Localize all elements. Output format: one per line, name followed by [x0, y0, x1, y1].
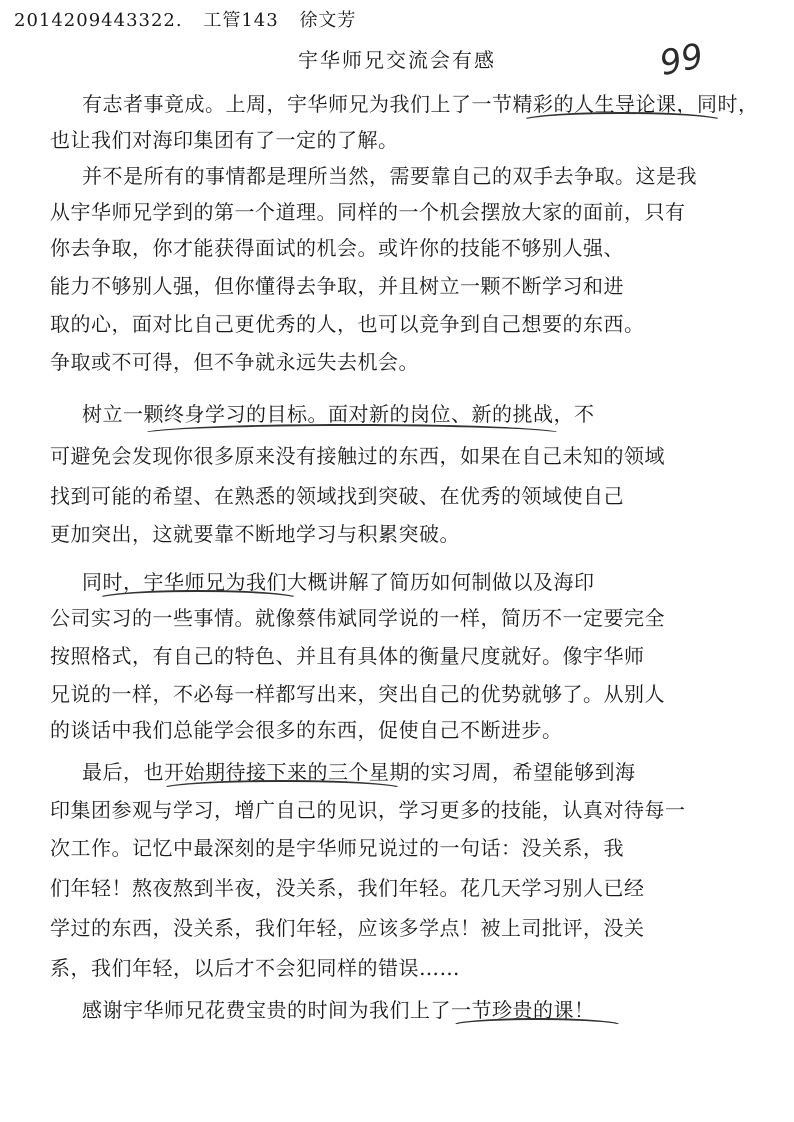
class-name: 工管143 — [203, 10, 279, 31]
essay-line: 从宇华师兄学到的第一个道理。同样的一个机会摆放大家的面前，只有 — [50, 200, 686, 224]
student-name: 徐文芳 — [299, 10, 357, 31]
essay-line: 能力不够别人强，但你懂得去争取，并且树立一颗不断学习和进 — [50, 274, 624, 298]
essay-line: 也让我们对海印集团有了一定的了解。 — [50, 128, 399, 152]
essay-line: 争取或不可得，但不争就永远失去机会。 — [50, 350, 419, 374]
essay-line: 学过的东西，没关系，我们年轻，应该多学点！被上司批评，没关 — [50, 916, 645, 940]
essay-line: 感谢宇华师兄花费宝贵的时间为我们上了一节珍贵的课！ — [82, 998, 595, 1022]
essay-line: 同时，宇华师兄为我们大概讲解了简历如何制做以及海印 — [82, 570, 595, 594]
header-line — [14, 6, 370, 32]
essay-line: 的谈话中我们总能学会很多的东西，促使自己不断进步。 — [50, 718, 563, 742]
essay-line: 印集团参观与学习，增广自己的见识，学习更多的技能，认真对待每一 — [50, 798, 686, 822]
essay-line: 取的心，面对比自己更优秀的人，也可以竞争到自己想要的东西。 — [50, 312, 645, 336]
essay-line: 树立一颗终身学习的目标。面对新的岗位、新的挑战，不 — [82, 402, 595, 426]
essay-line: 按照格式，有自己的特色、并且有具体的衡量尺度就好。像宇华师 — [50, 644, 645, 668]
essay-line: 最后，也开始期待接下来的三个星期的实习周，希望能够到海 — [82, 760, 636, 784]
essay-line: 系，我们年轻，以后才不会犯同样的错误…… — [50, 956, 460, 980]
essay-line: 你去争取，你才能获得面试的机会。或许你的技能不够别人强、 — [50, 236, 624, 260]
essay-line: 有志者事竟成。上周，宇华师兄为我们上了一节精彩的人生导论课，同时， — [82, 92, 759, 116]
essay-line: 可避免会发现你很多原来没有接触过的东西，如果在自己未知的领域 — [50, 444, 665, 468]
essay-line: 找到可能的希望、在熟悉的领域找到突破、在优秀的领域使自己 — [50, 484, 624, 508]
essay-line: 兄说的一样，不必每一样都写出来，突出自己的优势就够了。从别人 — [50, 682, 665, 706]
essay-title: 宇华师兄交流会有感 — [298, 48, 496, 72]
student-id: 2014209443322. — [14, 10, 183, 31]
essay-line: 公司实习的一些事情。就像蔡伟斌同学说的一样，简历不一定要完全 — [50, 606, 665, 630]
essay-line: 们年轻！熬夜熬到半夜，没关系，我们年轻。花几天学习别人已经 — [50, 876, 645, 900]
underline-mark — [140, 424, 564, 444]
grade-mark: 99 — [656, 35, 707, 85]
essay-line: 并不是所有的事情都是理所当然，需要靠自己的双手去争取。这是我 — [82, 164, 697, 188]
underline-mark — [96, 590, 300, 608]
essay-line: 更加突出，这就要靠不断地学习与积累突破。 — [50, 522, 460, 546]
underline-mark — [520, 112, 724, 130]
underline-mark — [160, 780, 404, 798]
essay-line: 次工作。记忆中最深刻的是宇华师兄说过的一句话：没关系，我 — [50, 836, 624, 860]
underline-mark — [450, 1018, 624, 1034]
